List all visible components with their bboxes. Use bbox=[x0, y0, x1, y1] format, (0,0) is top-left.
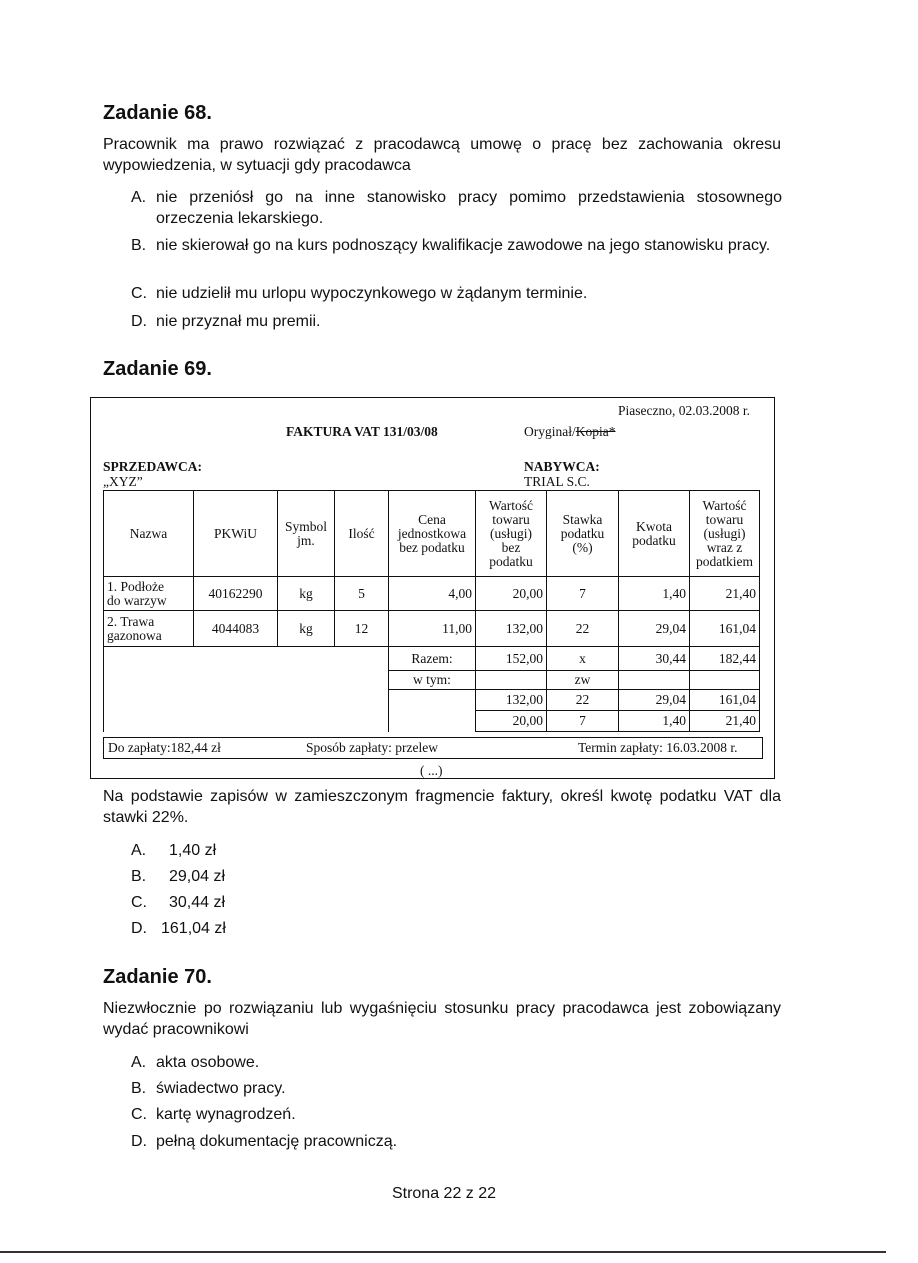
option-text: akta osobowe. bbox=[156, 1054, 260, 1071]
header-tax-line: Kwota bbox=[636, 518, 672, 534]
option-text: nie skierował go na kurs podnoszący kwalifikacje zawodowe na jego stanowisku pracy. bbox=[156, 237, 771, 254]
option-letter: A. bbox=[131, 189, 147, 206]
header-gross bbox=[690, 491, 760, 577]
q69-option-b bbox=[131, 866, 431, 887]
row-price: 4,00 bbox=[389, 577, 476, 611]
header-net-line: podatku bbox=[489, 553, 533, 569]
to-pay: Do zapłaty:182,44 zł bbox=[108, 740, 221, 755]
summary-blank bbox=[104, 647, 389, 732]
original-label: Oryginał/ bbox=[524, 424, 576, 439]
option-letter: B. bbox=[131, 237, 147, 254]
total-tax: 30,44 bbox=[619, 647, 690, 671]
q69-option-c bbox=[131, 892, 431, 913]
header-gross-line: wraz z bbox=[706, 539, 743, 555]
copy-label: Kopia* bbox=[575, 424, 616, 439]
of-which-tax bbox=[619, 671, 690, 690]
header-name: Nazwa bbox=[104, 491, 194, 577]
buyer-name: TRIAL S.C. bbox=[524, 474, 590, 489]
q68-option-d bbox=[131, 311, 782, 332]
option-text: pełną dokumentację pracowniczą. bbox=[156, 1133, 398, 1150]
blank-cell bbox=[389, 711, 476, 732]
invoice-ellipsis: ( ...) bbox=[420, 763, 443, 778]
table-row bbox=[104, 577, 760, 611]
q70-option-a bbox=[131, 1052, 531, 1073]
sub-tax: 1,40 bbox=[619, 711, 690, 732]
option-letter: D. bbox=[131, 920, 147, 937]
invoice-place-date: Piaseczno, 02.03.2008 r. bbox=[618, 403, 750, 418]
row-name-line: 1. Podłoże bbox=[107, 578, 164, 594]
row-gross: 21,40 bbox=[690, 577, 760, 611]
option-text: świadectwo pracy. bbox=[156, 1080, 286, 1097]
payment-method: Sposób zapłaty: przelew bbox=[306, 740, 438, 755]
option-text: kartę wynagrodzeń. bbox=[156, 1106, 296, 1123]
sub-tax: 29,04 bbox=[619, 690, 690, 711]
invoice-table bbox=[103, 490, 760, 732]
header-net-line: bez bbox=[501, 539, 521, 555]
divider bbox=[103, 737, 104, 758]
q68-title: Zadanie 68. bbox=[103, 102, 212, 124]
row-pkwiu: 40162290 bbox=[194, 577, 278, 611]
header-price-line: Cena bbox=[418, 511, 446, 527]
row-name bbox=[104, 611, 194, 647]
q70-option-c bbox=[131, 1104, 531, 1125]
row-name-line: do warzyw bbox=[107, 592, 167, 608]
row-rate: 7 bbox=[547, 577, 619, 611]
option-text: 30,44 zł bbox=[169, 894, 226, 911]
row-qty: 12 bbox=[335, 611, 389, 647]
buyer-label: NABYWCA: bbox=[524, 459, 600, 474]
row-name-line: gazonowa bbox=[107, 627, 162, 643]
row-gross: 161,04 bbox=[690, 611, 760, 647]
invoice-title: FAKTURA VAT 131/03/08 bbox=[286, 424, 438, 439]
header-price bbox=[389, 491, 476, 577]
header-gross-line: podatkiem bbox=[696, 553, 753, 569]
header-net-line: (usługi) bbox=[490, 525, 532, 541]
q69-question: Na podstawie zapisów w zamieszczonym fragmencie faktury, określ kwotę podatku VAT dla stawki 22%. bbox=[103, 788, 781, 826]
header-rate-line: (%) bbox=[572, 539, 593, 555]
q68-question: Pracownik ma prawo rozwiązać z pracodawcą umowę o pracę bez zachowania okresu wypowiedzenia, w sytuacji gdy pracodawca bbox=[103, 136, 781, 174]
divider bbox=[103, 737, 763, 738]
option-text: 161,04 zł bbox=[161, 920, 226, 937]
due-date: Termin zapłaty: 16.03.2008 r. bbox=[578, 740, 738, 755]
q70-option-d bbox=[131, 1131, 531, 1152]
option-letter: C. bbox=[131, 894, 147, 911]
q70-option-b bbox=[131, 1078, 531, 1099]
blank-cell bbox=[389, 690, 476, 711]
row-net: 20,00 bbox=[476, 577, 547, 611]
row-unit: kg bbox=[278, 577, 335, 611]
total-row bbox=[104, 647, 760, 671]
header-price-line: bez podatku bbox=[399, 539, 465, 555]
bottom-rule bbox=[0, 1251, 886, 1253]
of-which-rate: zw bbox=[547, 671, 619, 690]
of-which-gross bbox=[690, 671, 760, 690]
option-text: 1,40 zł bbox=[169, 842, 217, 859]
table-header-row bbox=[104, 491, 760, 577]
row-unit: kg bbox=[278, 611, 335, 647]
option-text: nie przeniósł go na inne stanowisko pracy pomimo przedstawienia stosownego orzeczenia lekarskiego. bbox=[156, 189, 782, 227]
total-net: 152,00 bbox=[476, 647, 547, 671]
header-rate-line: podatku bbox=[560, 525, 605, 541]
option-letter: B. bbox=[131, 1080, 147, 1097]
row-name bbox=[104, 577, 194, 611]
header-qty: Ilość bbox=[335, 491, 389, 577]
total-label: Razem: bbox=[389, 647, 476, 671]
header-rate-line: Stawka bbox=[562, 511, 603, 527]
row-price: 11,00 bbox=[389, 611, 476, 647]
header-symbol bbox=[278, 491, 335, 577]
total-rate: x bbox=[547, 647, 619, 671]
option-letter: D. bbox=[131, 1133, 147, 1150]
q68-option-b bbox=[131, 235, 782, 277]
of-which-label: w tym: bbox=[389, 671, 476, 690]
row-name-line: 2. Trawa bbox=[107, 613, 155, 629]
option-letter: A. bbox=[131, 1054, 147, 1071]
total-gross: 182,44 bbox=[690, 647, 760, 671]
row-tax: 29,04 bbox=[619, 611, 690, 647]
header-symbol-line: jm. bbox=[297, 532, 315, 548]
row-rate: 22 bbox=[547, 611, 619, 647]
sub-rate: 22 bbox=[547, 690, 619, 711]
option-text: nie przyznał mu premii. bbox=[156, 313, 321, 330]
q69-option-d bbox=[131, 918, 431, 939]
sub-net: 132,00 bbox=[476, 690, 547, 711]
option-text: 29,04 zł bbox=[169, 868, 226, 885]
table-row bbox=[104, 611, 760, 647]
header-tax-line: podatku bbox=[632, 532, 676, 548]
sub-rate: 7 bbox=[547, 711, 619, 732]
header-net-line: Wartość bbox=[489, 497, 533, 513]
row-qty: 5 bbox=[335, 577, 389, 611]
header-tax bbox=[619, 491, 690, 577]
header-net-line: towaru bbox=[492, 511, 530, 527]
divider bbox=[762, 737, 763, 758]
q69-title: Zadanie 69. bbox=[103, 358, 212, 380]
row-pkwiu: 4044083 bbox=[194, 611, 278, 647]
page-number: Strona 22 z 22 bbox=[391, 1185, 497, 1202]
seller-name: „XYZ” bbox=[103, 474, 143, 489]
option-text: nie udzielił mu urlopu wypoczynkowego w żądanym terminie. bbox=[156, 285, 588, 302]
option-letter: C. bbox=[131, 1106, 147, 1123]
row-tax: 1,40 bbox=[619, 577, 690, 611]
q68-option-c bbox=[131, 283, 782, 304]
header-price-line: jednostkowa bbox=[397, 525, 467, 541]
header-rate bbox=[547, 491, 619, 577]
sub-net: 20,00 bbox=[476, 711, 547, 732]
divider bbox=[103, 758, 763, 759]
option-letter: A. bbox=[131, 842, 147, 859]
header-pkwiu: PKWiU bbox=[194, 491, 278, 577]
header-gross-line: towaru bbox=[705, 511, 744, 527]
option-letter: B. bbox=[131, 868, 147, 885]
option-letter: D. bbox=[131, 313, 147, 330]
q70-title: Zadanie 70. bbox=[103, 966, 212, 988]
invoice-original-copy bbox=[524, 424, 616, 440]
option-letter: C. bbox=[131, 285, 147, 302]
header-symbol-line: Symbol bbox=[284, 518, 327, 534]
header-gross-line: (usługi) bbox=[703, 525, 746, 541]
of-which-net bbox=[476, 671, 547, 690]
sub-gross: 21,40 bbox=[690, 711, 760, 732]
sub-gross: 161,04 bbox=[690, 690, 760, 711]
row-net: 132,00 bbox=[476, 611, 547, 647]
header-net-value bbox=[476, 491, 547, 577]
seller-label: SPRZEDAWCA: bbox=[103, 459, 203, 474]
header-gross-line: Wartość bbox=[702, 497, 747, 513]
q68-option-a bbox=[131, 187, 782, 229]
q69-option-a bbox=[131, 840, 431, 861]
q70-question: Niezwłocznie po rozwiązaniu lub wygaśnięciu stosunku pracy pracodawca jest zobowiązany wydać pracownikowi bbox=[103, 1000, 781, 1038]
